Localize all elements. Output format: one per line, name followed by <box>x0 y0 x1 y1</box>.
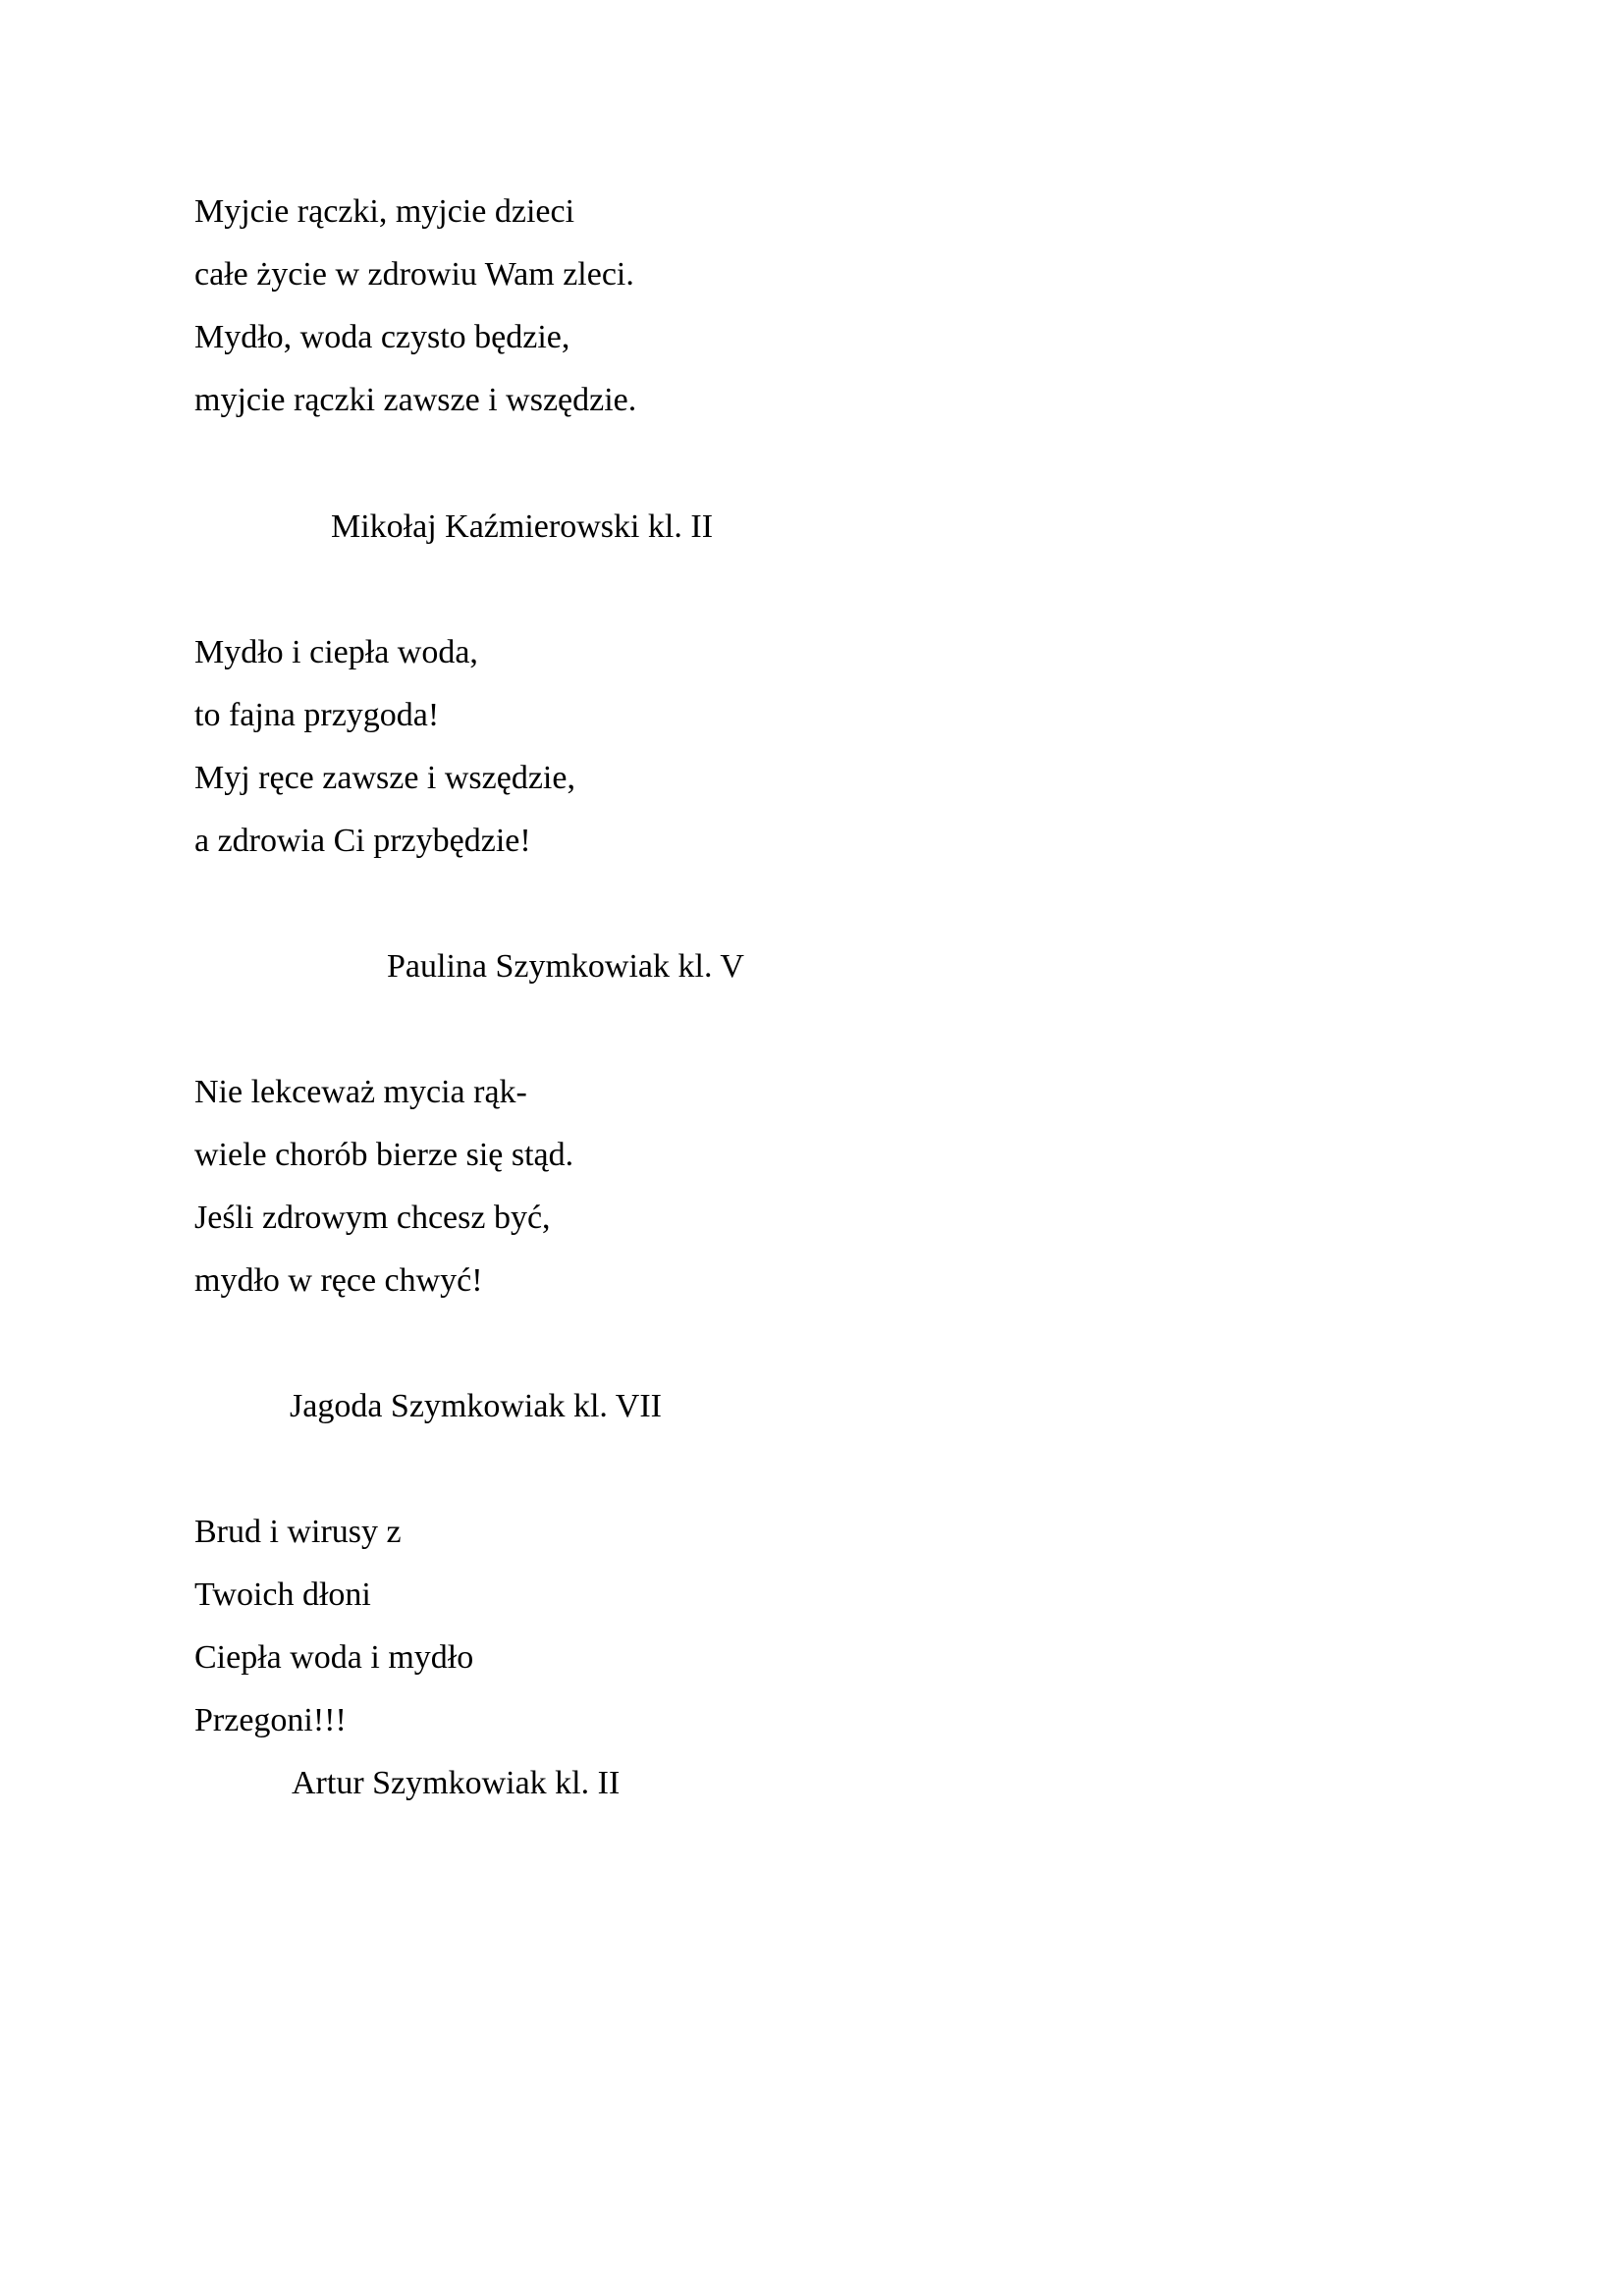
poem-line: Mydło i ciepła woda, <box>194 634 478 670</box>
poem-line: Myjcie rączki, myjcie dzieci <box>194 193 575 230</box>
poem-author: Artur Szymkowiak kl. II <box>292 1765 621 1801</box>
poem-line: Mydło, woda czysto będzie, <box>194 319 570 355</box>
poem-line: Twoich dłoni <box>194 1576 371 1613</box>
poem-line: myjcie rączki zawsze i wszędzie. <box>194 382 637 418</box>
poem-line: mydło w ręce chwyć! <box>194 1262 483 1299</box>
poem-line: Nie lekceważ mycia rąk- <box>194 1074 527 1110</box>
poem-line: Jeśli zdrowym chcesz być, <box>194 1200 551 1236</box>
poem-line: Przegoni!!! <box>194 1702 347 1738</box>
poem-author: Mikołaj Kaźmierowski kl. II <box>331 508 714 545</box>
poem-line: to fajna przygoda! <box>194 697 440 733</box>
poem-author: Paulina Szymkowiak kl. V <box>387 948 744 985</box>
poem-author: Jagoda Szymkowiak kl. VII <box>290 1388 662 1424</box>
poem-line: a zdrowia Ci przybędzie! <box>194 823 531 859</box>
poem-line: Myj ręce zawsze i wszędzie, <box>194 760 575 796</box>
poem-line: całe życie w zdrowiu Wam zleci. <box>194 256 634 293</box>
poem-line: Brud i wirusy z <box>194 1514 402 1550</box>
poem-line: Ciepła woda i mydło <box>194 1639 474 1676</box>
poem-line: wiele chorób bierze się stąd. <box>194 1137 574 1173</box>
